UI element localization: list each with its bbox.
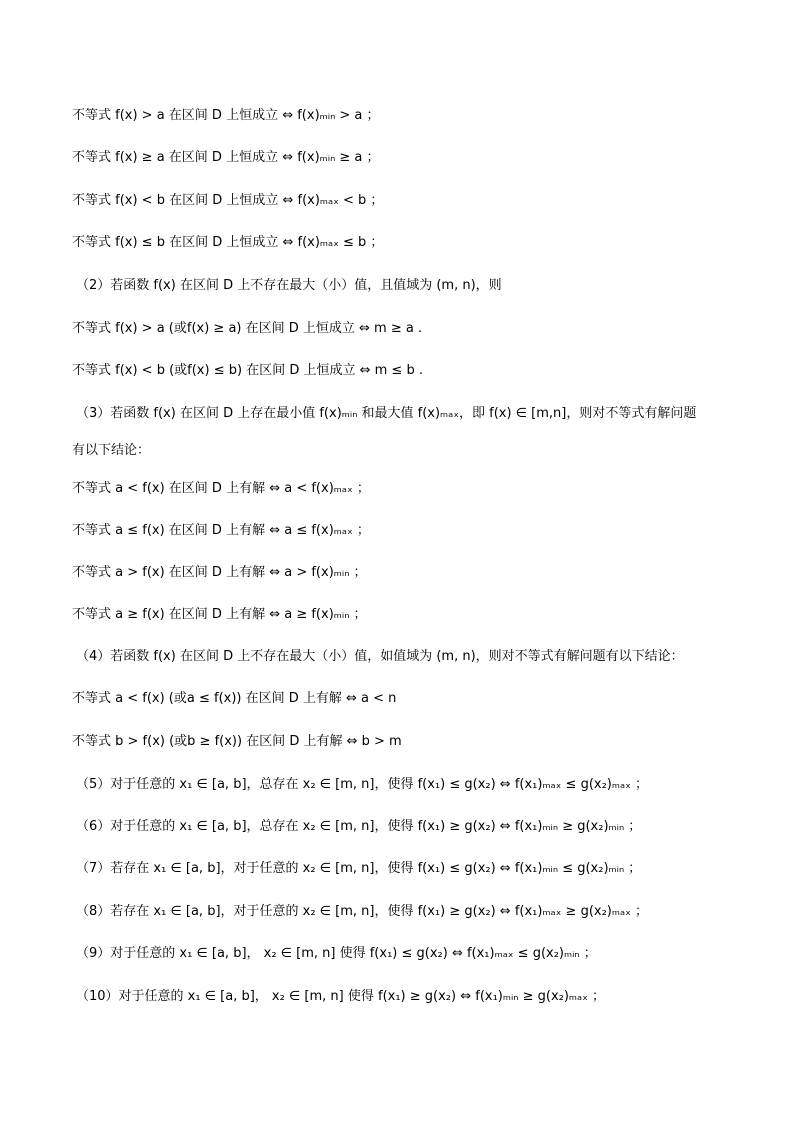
text-line: （7）若存在 x₁ ∈ [a, b]，对于任意的 x₂ ∈ [m, n]，使得 f(x₁) ≤ g(x₂) ⇔ f(x₁)ₘᵢₙ ≤ g(x₂)ₘᵢₙ ； <box>76 861 642 876</box>
text-line: （9）对于任意的 x₁ ∈ [a, b]， x₂ ∈ [m, n] 使得 f(x₁) ≤ g(x₂) ⇔ f(x₁)ₘₐₓ ≤ g(x₂)ₘᵢₙ ； <box>76 946 597 961</box>
text-line: （6）对于任意的 x₁ ∈ [a, b]，总存在 x₂ ∈ [m, n]，使得 f(x₁) ≥ g(x₂) ⇔ f(x₁)ₘᵢₙ ≥ g(x₂)ₘᵢₙ ； <box>76 819 642 834</box>
text-line: 不等式 a ≥ f(x) 在区间 D 上有解 ⇔ a ≥ f(x)ₘᵢₙ ； <box>72 607 367 622</box>
text-line: （5）对于任意的 x₁ ∈ [a, b]，总存在 x₂ ∈ [m, n]，使得 f(x₁) ≤ g(x₂) ⇔ f(x₁)ₘₐₓ ≤ g(x₂)ₘₐₓ ； <box>76 777 648 792</box>
text-line: 不等式 f(x) ≤ b 在区间 D 上恒成立 ⇔ f(x)ₘₐₓ ≤ b ； <box>72 235 384 250</box>
text-line: 不等式 f(x) ≥ a 在区间 D 上恒成立 ⇔ f(x)ₘᵢₙ ≥ a ； <box>72 150 380 165</box>
text-line: 不等式 f(x) > a (或f(x) ≥ a) 在区间 D 上恒成立 ⇔ m ≥ a . <box>72 321 423 336</box>
text-line: 不等式 f(x) < b (或f(x) ≤ b) 在区间 D 上恒成立 ⇔ m ≤ b . <box>72 363 423 378</box>
text-line: 不等式 f(x) < b 在区间 D 上恒成立 ⇔ f(x)ₘₐₓ < b ； <box>72 193 384 208</box>
text-line: 有以下结论： <box>72 443 151 458</box>
text-line: （10）对于任意的 x₁ ∈ [a, b]， x₂ ∈ [m, n] 使得 f(x₁) ≥ g(x₂) ⇔ f(x₁)ₘᵢₙ ≥ g(x₂)ₘₐₓ ； <box>76 989 606 1004</box>
text-line: 不等式 a < f(x) (或a ≤ f(x)) 在区间 D 上有解 ⇔ a < n <box>72 691 397 706</box>
text-line: （8）若存在 x₁ ∈ [a, b]，对于任意的 x₂ ∈ [m, n]，使得 f(x₁) ≥ g(x₂) ⇔ f(x₁)ₘₐₓ ≥ g(x₂)ₘₐₓ ； <box>76 904 648 919</box>
text-line: （3）若函数 f(x) 在区间 D 上存在最小值 f(x)ₘᵢₙ 和最大值 f(x)ₘₐₓ，即 f(x) ∈ [m,n]，则对不等式有解问题 <box>76 406 697 421</box>
text-line: 不等式 f(x) > a 在区间 D 上恒成立 ⇔ f(x)ₘᵢₙ > a ； <box>72 108 380 123</box>
text-line: （4）若函数 f(x) 在区间 D 上不存在最大（小）值，如值域为 (m, n)，则对不等式有解问题有以下结论： <box>76 649 684 664</box>
text-line: （2）若函数 f(x) 在区间 D 上不存在最大（小）值，且值域为 (m, n)，则 <box>76 278 502 293</box>
text-line: 不等式 b > f(x) (或b ≥ f(x)) 在区间 D 上有解 ⇔ b > m <box>72 734 402 749</box>
text-line: 不等式 a ≤ f(x) 在区间 D 上有解 ⇔ a ≤ f(x)ₘₐₓ ； <box>72 523 370 538</box>
text-line: 不等式 a > f(x) 在区间 D 上有解 ⇔ a > f(x)ₘᵢₙ ； <box>72 565 367 580</box>
text-line: 不等式 a < f(x) 在区间 D 上有解 ⇔ a < f(x)ₘₐₓ ； <box>72 481 370 496</box>
